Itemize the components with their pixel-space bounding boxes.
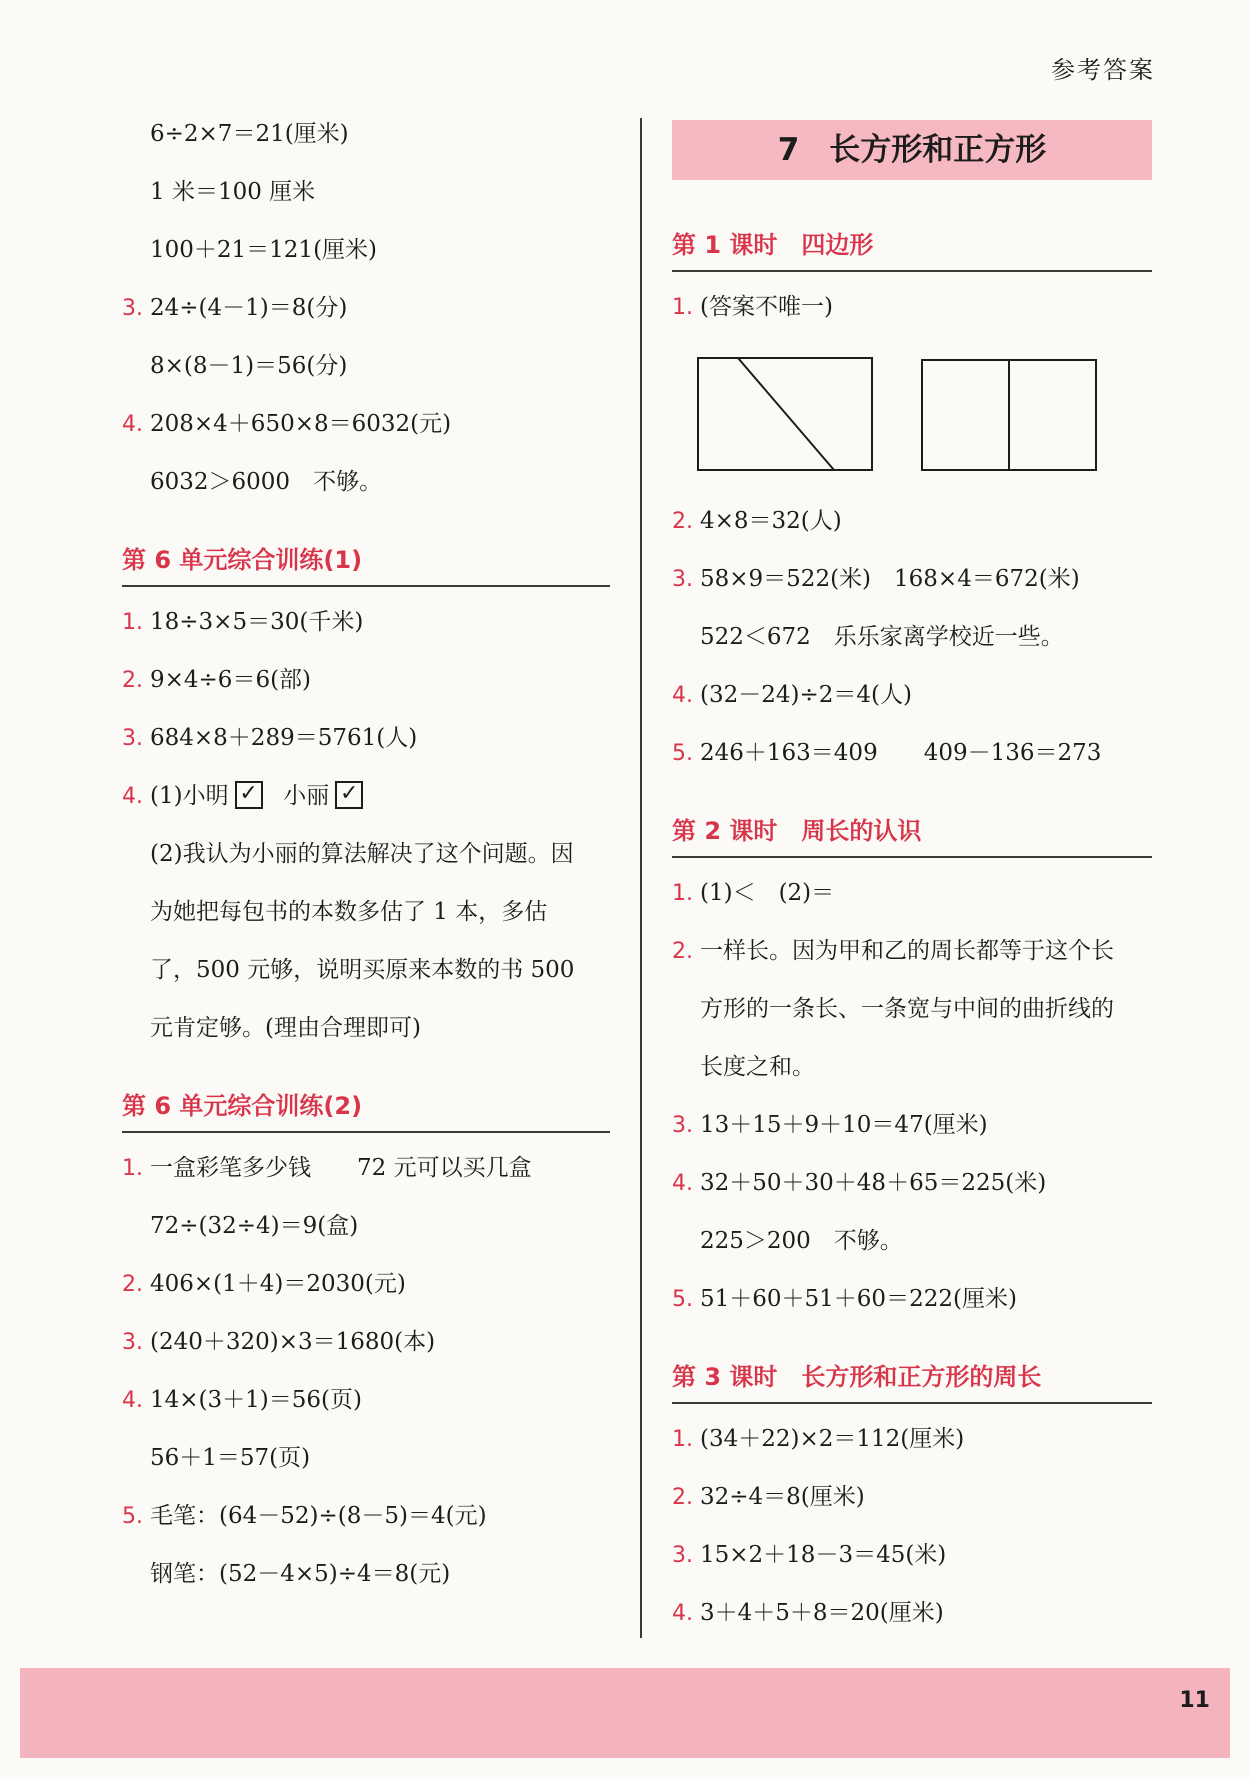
answer-line bbox=[672, 550, 1152, 608]
answer-text: 208×4＋650×8＝6032(元) bbox=[150, 411, 452, 437]
answer-line bbox=[672, 980, 1152, 1038]
question-number: 2. bbox=[672, 509, 693, 534]
answer-line bbox=[122, 1545, 610, 1603]
answer-line: 为她把每包书的本数多估了 1 本，多估 bbox=[150, 899, 548, 925]
question-number: 1. bbox=[122, 1156, 143, 1181]
answer-text: 406×(1＋4)＝2030(元) bbox=[150, 1271, 406, 1297]
answer-text: 246＋163＝409 409－136＝273 bbox=[700, 740, 1102, 766]
answer-text: 3＋4＋5＋8＝20(厘米) bbox=[700, 1600, 944, 1626]
answer-line bbox=[672, 492, 1152, 550]
question-number: 2. bbox=[122, 668, 143, 693]
answer-text: 522＜672 乐乐家离学校近一些。 bbox=[700, 624, 1064, 650]
chapter-title: 长方形和正方形 bbox=[829, 132, 1047, 168]
question-number: 2. bbox=[672, 939, 693, 964]
question-number: 4. bbox=[672, 1601, 693, 1626]
answer-text: 钢笔：(52－4×5)÷4＝8(元) bbox=[150, 1561, 451, 1587]
answer-line bbox=[672, 1212, 1152, 1270]
answer-line bbox=[122, 163, 610, 221]
unit6-2-answers bbox=[122, 1139, 610, 1603]
question-number: 4. bbox=[122, 1388, 143, 1413]
answer-text: 一盒彩笔多少钱 72 元可以买几盒 bbox=[150, 1155, 532, 1181]
answer-text: 一样长。因为甲和乙的周长都等于这个长 bbox=[700, 938, 1114, 964]
right-column bbox=[672, 105, 1152, 1642]
question-number: 1. bbox=[672, 1427, 693, 1452]
answer-line bbox=[122, 651, 610, 709]
answer-line: 了，500 元够，说明买原来本数的书 500 bbox=[150, 957, 575, 983]
answer-line bbox=[122, 593, 610, 651]
answer-text: 6÷2×7＝21(厘米) bbox=[150, 121, 349, 147]
section-title-unit6-2: 第 6 单元综合训练(2) bbox=[122, 1081, 610, 1133]
lesson-title-1: 第 1 课时 四边形 bbox=[672, 220, 1152, 272]
unit6-1-q4-explanation bbox=[122, 825, 610, 1057]
question-number: 3. bbox=[672, 567, 693, 592]
figure-svg bbox=[672, 346, 1152, 486]
answer-text: 4×8＝32(人) bbox=[700, 508, 842, 534]
answer-text: 18÷3×5＝30(千米) bbox=[150, 609, 364, 635]
answer-text: 51＋60＋51＋60＝222(厘米) bbox=[700, 1286, 1017, 1312]
question-number: 2. bbox=[122, 1272, 143, 1297]
left-top-answers bbox=[122, 105, 610, 511]
answer-line bbox=[122, 1197, 610, 1255]
answer-text: 14×(3＋1)＝56(页) bbox=[150, 1387, 362, 1413]
question-number: 4. bbox=[122, 412, 143, 437]
question-number: 4. bbox=[672, 683, 693, 708]
answer-text: 1 米＝100 厘米 bbox=[150, 179, 316, 205]
section-title-unit6-1: 第 6 单元综合训练(1) bbox=[122, 535, 610, 587]
page-header: 参考答案 bbox=[1051, 56, 1155, 84]
answer-line: 元肯定够。(理由合理即可) bbox=[150, 1015, 421, 1041]
answer-text: 6032＞6000 不够。 bbox=[150, 469, 383, 495]
answer-text: (32－24)÷2＝4(人) bbox=[700, 682, 912, 708]
answer-line bbox=[672, 1584, 1152, 1642]
square-with-divider-figure bbox=[922, 360, 1096, 470]
answer-text: 8×(8－1)＝56(分) bbox=[150, 353, 348, 379]
question-number: 5. bbox=[672, 1287, 693, 1312]
question-number: 3. bbox=[122, 1330, 143, 1355]
lesson2-answers bbox=[672, 864, 1152, 1328]
question-number: 3. bbox=[672, 1543, 693, 1568]
answer-text: 9×4÷6＝6(部) bbox=[150, 667, 312, 693]
column-divider bbox=[640, 118, 642, 1638]
answer-text: 684×8＋289＝5761(人) bbox=[150, 725, 418, 751]
answer-line bbox=[122, 279, 610, 337]
answer-line bbox=[122, 337, 610, 395]
question-number: 3. bbox=[672, 1113, 693, 1138]
answer-line-q4: 4. (1)小明 ✓ 小丽 ✓ bbox=[122, 767, 610, 825]
chapter-banner bbox=[672, 120, 1152, 180]
answer-text: 毛笔：(64－52)÷(8－5)＝4(元) bbox=[150, 1503, 487, 1529]
question-number: 5. bbox=[672, 741, 693, 766]
question-number: 4. bbox=[672, 1171, 693, 1196]
answer-line bbox=[672, 1410, 1152, 1468]
answer-line bbox=[672, 666, 1152, 724]
answer-line bbox=[122, 1487, 610, 1545]
answer-line bbox=[122, 105, 610, 163]
answer-text: 58×9＝522(米) 168×4＝672(米) bbox=[700, 566, 1080, 592]
answer-line bbox=[122, 221, 610, 279]
answer-line bbox=[122, 709, 610, 767]
answer-line bbox=[122, 1139, 610, 1197]
answer-text: 13＋15＋9＋10＝47(厘米) bbox=[700, 1112, 988, 1138]
rectangle-with-diagonal-figure bbox=[698, 358, 872, 470]
footer-band bbox=[20, 1668, 1230, 1758]
answer-line bbox=[122, 1429, 610, 1487]
lesson-title-2: 第 2 课时 周长的认识 bbox=[672, 806, 1152, 858]
answer-line bbox=[672, 1526, 1152, 1584]
answer-text: 32÷4＝8(厘米) bbox=[700, 1484, 865, 1510]
answer-text: 72÷(32÷4)＝9(盒) bbox=[150, 1213, 359, 1239]
answer-text: 32＋50＋30＋48＋65＝225(米) bbox=[700, 1170, 1047, 1196]
answer-text: (240＋320)×3＝1680(本) bbox=[150, 1329, 436, 1355]
answer-line: (2)我认为小丽的算法解决了这个问题。因 bbox=[150, 841, 574, 867]
question-number: 1. bbox=[122, 610, 143, 635]
question-number: 3. bbox=[122, 726, 143, 751]
answer-line bbox=[122, 1371, 610, 1429]
question-number: 3. bbox=[122, 296, 143, 321]
lesson-title-3: 第 3 课时 长方形和正方形的周长 bbox=[672, 1352, 1152, 1404]
answer-text: 15×2＋18－3＝45(米) bbox=[700, 1542, 947, 1568]
question-number: 5. bbox=[122, 1504, 143, 1529]
checkbox-xiaoli: ✓ bbox=[335, 781, 363, 809]
answer-line bbox=[122, 395, 610, 453]
answer-line bbox=[672, 608, 1152, 666]
answer-text: (1)＜ (2)＝ bbox=[700, 880, 835, 906]
answer-line bbox=[672, 1270, 1152, 1328]
answer-line bbox=[672, 864, 1152, 922]
answer-text: 56＋1＝57(页) bbox=[150, 1445, 311, 1471]
left-column bbox=[122, 105, 610, 1603]
answer-text: 长度之和。 bbox=[700, 1054, 815, 1080]
answer-text: 100＋21＝121(厘米) bbox=[150, 237, 378, 263]
answer-text: 225＞200 不够。 bbox=[700, 1228, 903, 1254]
checkbox-xiaoming: ✓ bbox=[235, 781, 263, 809]
answer-line bbox=[672, 922, 1152, 980]
answer-line bbox=[672, 724, 1152, 782]
answer-line bbox=[672, 1096, 1152, 1154]
answer-line bbox=[122, 453, 610, 511]
answer-line bbox=[672, 1154, 1152, 1212]
answer-text: (34＋22)×2＝112(厘米) bbox=[700, 1426, 965, 1452]
page-number: 11 bbox=[1179, 1688, 1210, 1713]
chapter-number: 7 bbox=[777, 132, 800, 168]
lesson3-answers bbox=[672, 1410, 1152, 1642]
answer-text: 24÷(4－1)＝8(分) bbox=[150, 295, 348, 321]
question-number: 1. bbox=[672, 881, 693, 906]
answer-line bbox=[672, 1468, 1152, 1526]
answer-line-q1: 1. (答案不唯一) bbox=[672, 294, 833, 320]
quadrilateral-figures bbox=[672, 346, 1152, 486]
unit6-1-answers bbox=[122, 593, 610, 767]
answer-text: 方形的一条长、一条宽与中间的曲折线的 bbox=[700, 996, 1114, 1022]
question-number: 2. bbox=[672, 1485, 693, 1510]
answer-line bbox=[672, 1038, 1152, 1096]
answer-line bbox=[122, 1313, 610, 1371]
lesson1-answers bbox=[672, 492, 1152, 782]
answer-line bbox=[122, 1255, 610, 1313]
